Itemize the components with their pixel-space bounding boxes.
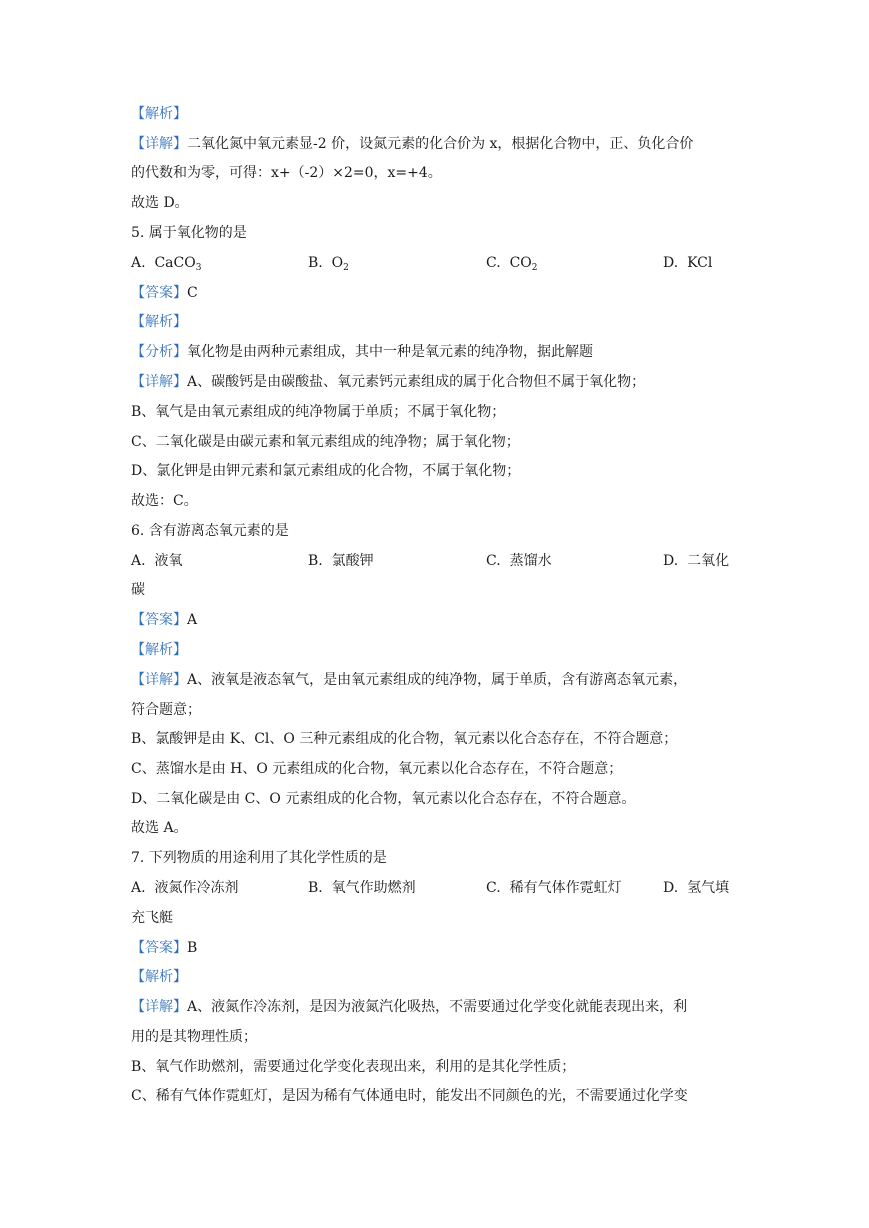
option-d: D. 氢气填 xyxy=(663,880,730,896)
detail-paragraph: 【详解】二氧化氮中氧元素显-2 价，设氮元素的化合价为 x，根据化合物中，正、负化合价 xyxy=(131,136,694,152)
detail-continuation: 的代数和为零，可得：x+（-2）×2=0，x=+4。 xyxy=(131,165,442,181)
detail-continuation: 符合题意； xyxy=(131,702,201,718)
option-d: D. KCl xyxy=(663,255,713,271)
option-a: A. 液氧 xyxy=(131,553,183,569)
option-c: C. 蒸馏水 xyxy=(486,553,552,569)
choose-line: 故选 A。 xyxy=(131,820,188,836)
breakdown-line: 【分析】氧化物是由两种元素组成，其中一种是氧元素的纯净物，据此解题 xyxy=(131,344,593,360)
question-7-stem: 7. 下列物质的用途利用了其化学性质的是 xyxy=(131,850,387,866)
analysis-heading: 【解析】 xyxy=(131,106,187,122)
option-wrap: 充飞艇 xyxy=(131,910,173,926)
detail-line-c: C、二氧化碳是由碳元素和氧元素组成的纯净物；属于氧化物； xyxy=(131,434,520,450)
analysis-heading: 【解析】 xyxy=(131,642,187,658)
option-a: A. 液氮作冷冻剂 xyxy=(131,880,239,896)
detail-line-b: B、氧气作助燃剂，需要通过化学变化表现出来，利用的是其化学性质； xyxy=(131,1059,576,1075)
detail-line-c: C、蒸馏水是由 H、O 元素组成的化合物，氧元素以化合态存在，不符合题意； xyxy=(131,761,623,777)
answer-line: 【答案】A xyxy=(131,612,198,628)
detail-paragraph: 【详解】A、液氧是液态氧气，是由氧元素组成的纯净物，属于单质，含有游离态氧元素， xyxy=(131,672,688,688)
choose-line: 故选 D。 xyxy=(131,195,189,211)
option-b: B. 氧气作助燃剂 xyxy=(308,880,416,896)
option-a: A. CaCO$_3$ xyxy=(131,255,202,273)
detail-line-c: C、稀有气体作霓虹灯，是因为稀有气体通电时，能发出不同颜色的光，不需要通过化学变 xyxy=(131,1088,688,1104)
option-d: D. 二氧化 xyxy=(663,553,730,569)
analysis-heading: 【解析】 xyxy=(131,314,187,330)
detail-continuation: 用的是其物理性质； xyxy=(131,1029,257,1045)
detail-line-b: B、氧气是由氧元素组成的纯净物属于单质；不属于氧化物； xyxy=(131,404,506,420)
option-b: B. 氯酸钾 xyxy=(308,553,374,569)
answer-line: 【答案】C xyxy=(131,285,198,301)
detail-paragraph: 【详解】A、液氮作冷冻剂，是因为液氮汽化吸热，不需要通过化学变化就能表现出来，利 xyxy=(131,999,688,1015)
option-wrap: 碳 xyxy=(131,582,145,598)
option-c: C. $CO_2$ xyxy=(486,255,538,273)
question-5-stem: 5. 属于氧化物的是 xyxy=(131,225,247,241)
option-c: C. 稀有气体作霓虹灯 xyxy=(486,880,622,896)
detail-line-d: D、二氧化碳是由 C、O 元素组成的化合物，氧元素以化合态存在，不符合题意。 xyxy=(131,791,636,807)
choose-line: 故选：C。 xyxy=(131,493,198,509)
detail-paragraph: 【详解】A、碳酸钙是由碳酸盐、氧元素钙元素组成的属于化合物但不属于氧化物； xyxy=(131,374,646,390)
detail-line-b: B、氯酸钾是由 K、Cl、O 三种元素组成的化合物，氧元素以化合态存在，不符合题意； xyxy=(131,731,678,747)
detail-line-d: D、氯化钾是由钾元素和氯元素组成的化合物，不属于氧化物； xyxy=(131,463,521,479)
option-b: B. $O_2$ xyxy=(308,255,349,273)
answer-line: 【答案】B xyxy=(131,940,198,956)
analysis-heading: 【解析】 xyxy=(131,969,187,985)
question-6-stem: 6. 含有游离态氧元素的是 xyxy=(131,523,289,539)
